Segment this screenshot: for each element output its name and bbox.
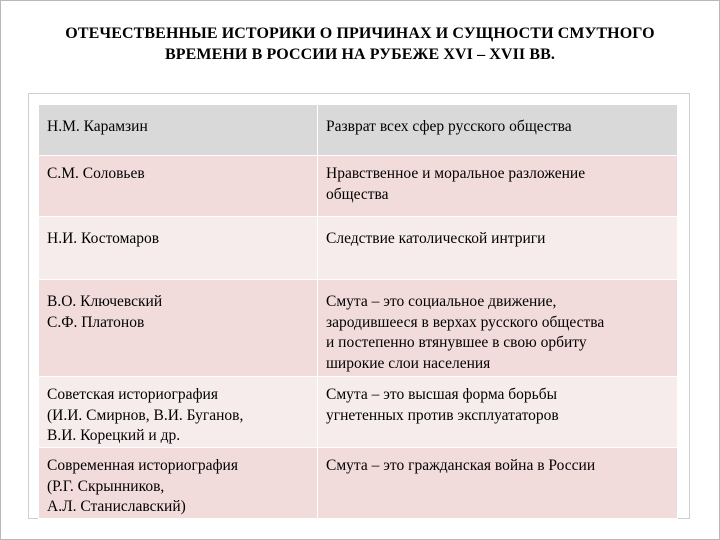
view-text: общества <box>326 185 389 203</box>
view-cell <box>318 280 678 377</box>
page-title <box>21 23 699 65</box>
historian-name: В.О. Ключевский <box>47 293 163 310</box>
view-cell <box>318 377 678 448</box>
view-cell <box>318 217 678 280</box>
view-text: Нравственное и моральное разложение <box>326 165 586 182</box>
table-row <box>39 377 678 448</box>
table-row <box>39 448 678 519</box>
view-text: угнетенных против эксплуататоров <box>326 406 559 424</box>
view-text: широкие слои населения <box>326 354 491 372</box>
view-text: Смута – это высшая форма борьбы <box>326 386 558 403</box>
table-row <box>39 280 678 377</box>
view-text: Смута – это гражданская война в России <box>326 457 596 474</box>
historian-cell <box>39 280 318 377</box>
historian-name: В.И. Корецкий и др. <box>47 427 181 444</box>
view-cell <box>318 156 678 217</box>
view-text: Смута – это социальное движение, <box>326 293 557 310</box>
historian-name: (Р.Г. Скрынников, <box>47 477 165 495</box>
historian-name: С.Ф. Платонов <box>47 313 145 331</box>
table-row <box>39 217 678 280</box>
title-line-1: ОТЕЧЕСТВЕННЫЕ ИСТОРИКИ О ПРИЧИНАХ И СУЩНОСТИ СМУТНОГО <box>65 25 655 42</box>
view-text: Разврат всех сфер русского общества <box>326 118 572 135</box>
table-row <box>39 105 678 156</box>
historian-cell <box>39 448 318 519</box>
historian-cell <box>39 377 318 448</box>
historian-name: Н.И. Костомаров <box>47 230 160 247</box>
historian-cell <box>39 217 318 280</box>
view-cell <box>318 105 678 156</box>
view-text: зародившееся в верхах русского общества <box>326 313 605 331</box>
historian-name: А.Л. Станиславский) <box>47 498 186 515</box>
title-line-2: ВРЕМЕНИ В РОССИИ НА РУБЕЖЕ XVI – XVII ВВ. <box>165 46 555 63</box>
view-text: и постепенно втянувшее в свою орбиту <box>326 334 587 351</box>
historian-name: С.М. Соловьев <box>47 165 145 182</box>
historian-cell <box>39 156 318 217</box>
historian-name: Современная историография <box>47 457 238 474</box>
historian-name: (И.И. Смирнов, В.И. Буганов, <box>47 406 244 424</box>
view-text: Следствие католической интриги <box>326 230 546 247</box>
historian-name: Советская историография <box>47 386 218 403</box>
historians-table <box>38 104 678 519</box>
historian-cell <box>39 105 318 156</box>
table-row <box>39 156 678 217</box>
historian-name: Н.М. Карамзин <box>47 118 148 135</box>
view-cell <box>318 448 678 519</box>
